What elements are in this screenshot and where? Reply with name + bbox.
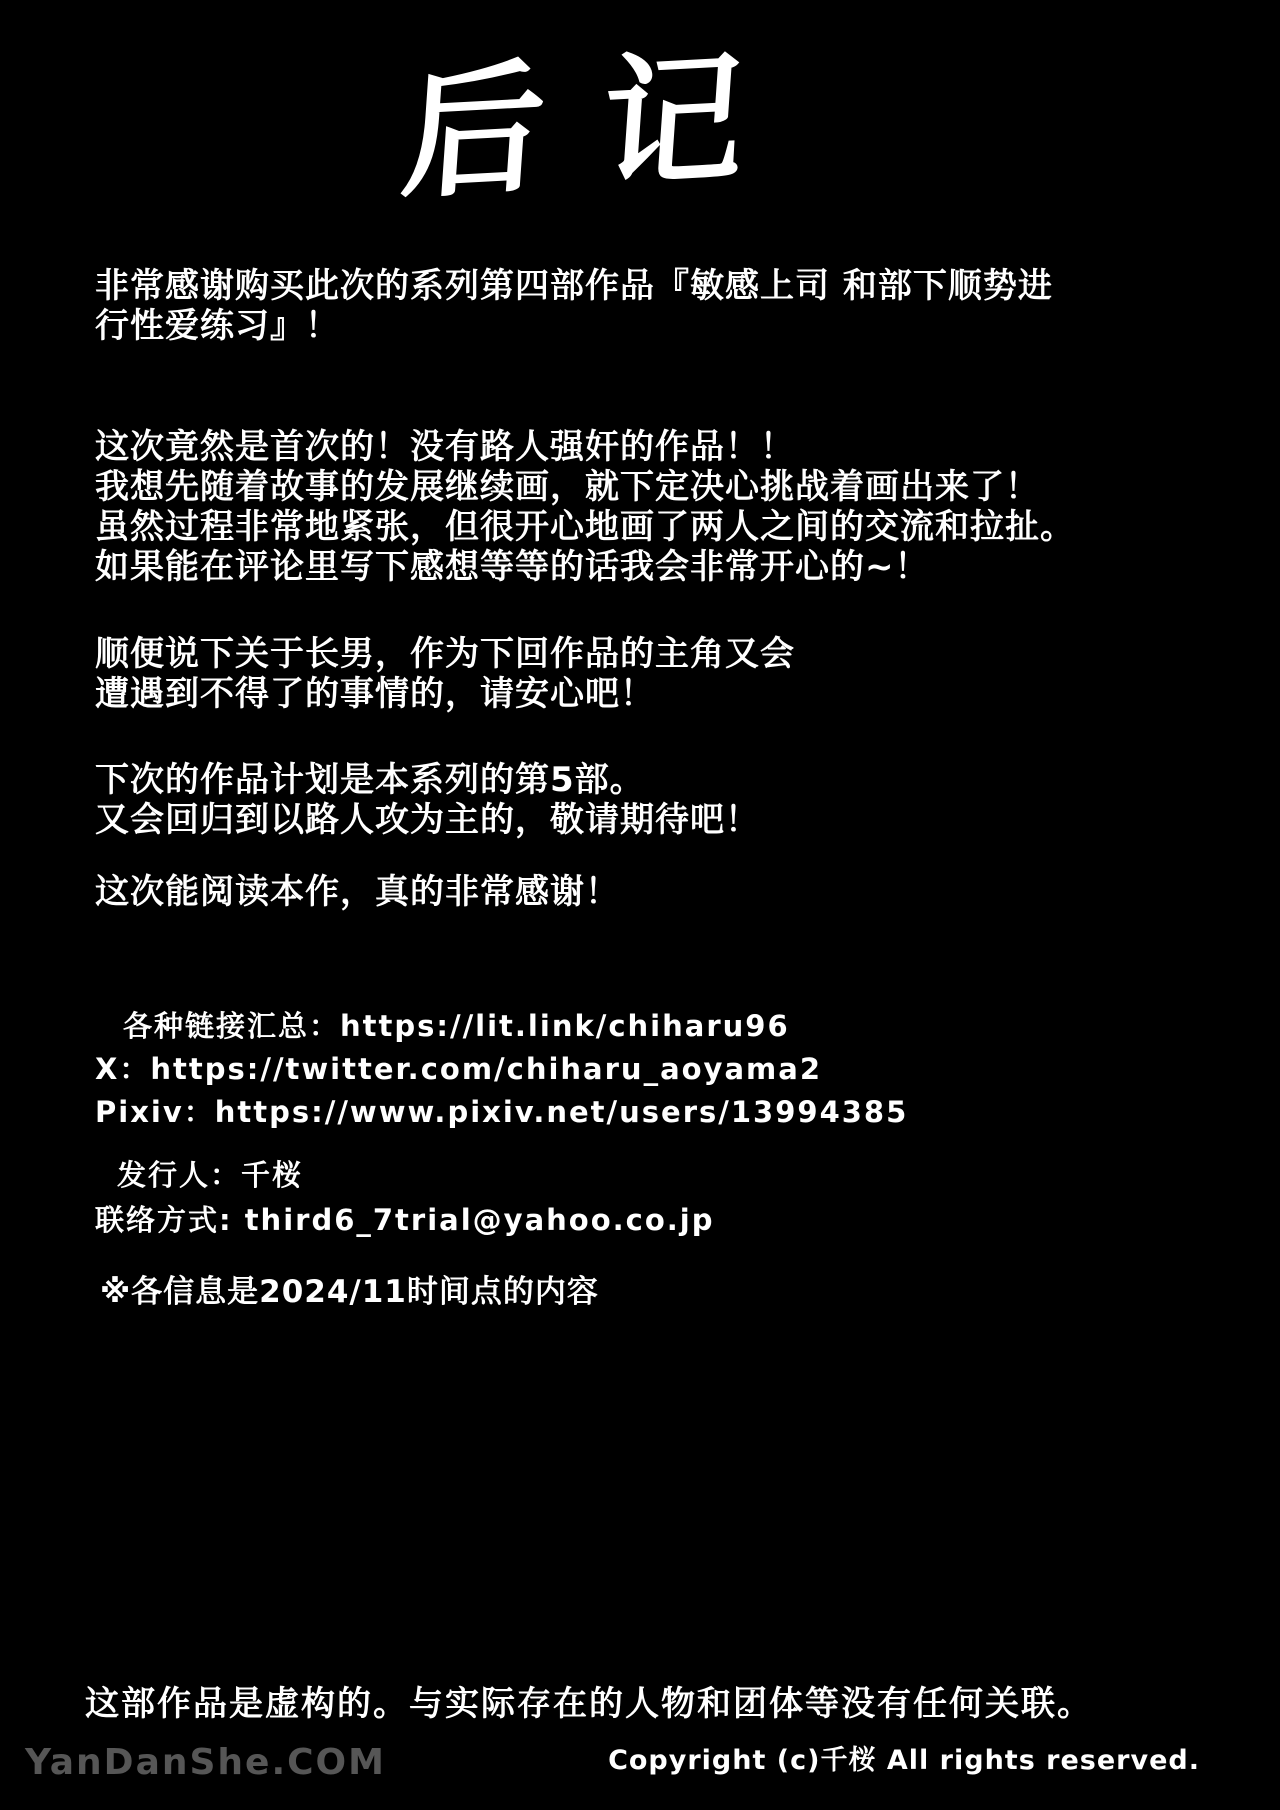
links-summary-line: 各种链接汇总：https://lit.link/chiharu96: [123, 1009, 790, 1043]
x-link-line: X：https://twitter.com/chiharu_aoyama2: [95, 1052, 822, 1086]
body-line: 遭遇到不得了的事情的，请安心吧！: [95, 674, 655, 714]
paragraph-next-work: [95, 760, 760, 840]
body-line: 又会回归到以路人攻为主的，敬请期待吧！: [95, 800, 760, 840]
paragraph-eldest-son: [95, 634, 795, 714]
body-line: 下次的作品计划是本系列的第5部。: [95, 760, 645, 800]
body-line: 我想先随着故事的发展继续画，就下定决心挑战着画出来了！: [95, 467, 1040, 507]
copyright-notice: Copyright (c)千桜 All rights reserved.: [608, 1745, 1200, 1776]
fiction-disclaimer: 这部作品是虚构的。与实际存在的人物和团体等没有任何关联。: [85, 1684, 1093, 1724]
body-line: 顺便说下关于长男，作为下回作品的主角又会: [95, 634, 795, 674]
pixiv-link-line: Pixiv：https://www.pixiv.net/users/13994385: [95, 1095, 909, 1129]
body-line: 这次能阅读本作，真的非常感谢！: [95, 872, 620, 912]
site-watermark: YanDanShe.COM: [25, 1742, 386, 1783]
links-section: [95, 1005, 908, 1134]
info-date-note: ※各信息是2024/11时间点的内容: [100, 1274, 599, 1310]
paragraph-first-time: [95, 427, 1075, 587]
body-line: 行性爱练习』！: [95, 306, 340, 346]
body-line: 非常感谢购买此次的系列第四部作品『敏感上司 和部下顺势进: [95, 266, 1053, 306]
page-title: 后记: [396, 32, 808, 219]
publisher-name-line: 发行人：千桜: [117, 1158, 304, 1192]
paragraph-final-thanks: [95, 872, 620, 912]
publisher-section: [95, 1153, 715, 1243]
body-line: 虽然过程非常地紧张，但很开心地画了两人之间的交流和拉扯。: [95, 507, 1075, 547]
body-line: 如果能在评论里写下感想等等的话我会非常开心的~！: [95, 547, 930, 587]
body-line: 这次竟然是首次的！没有路人强奸的作品！！: [95, 427, 795, 467]
publisher-contact-line: 联络方式: third6_7trial@yahoo.co.jp: [95, 1203, 715, 1237]
paragraph-thanks-purchase: [95, 266, 1053, 346]
